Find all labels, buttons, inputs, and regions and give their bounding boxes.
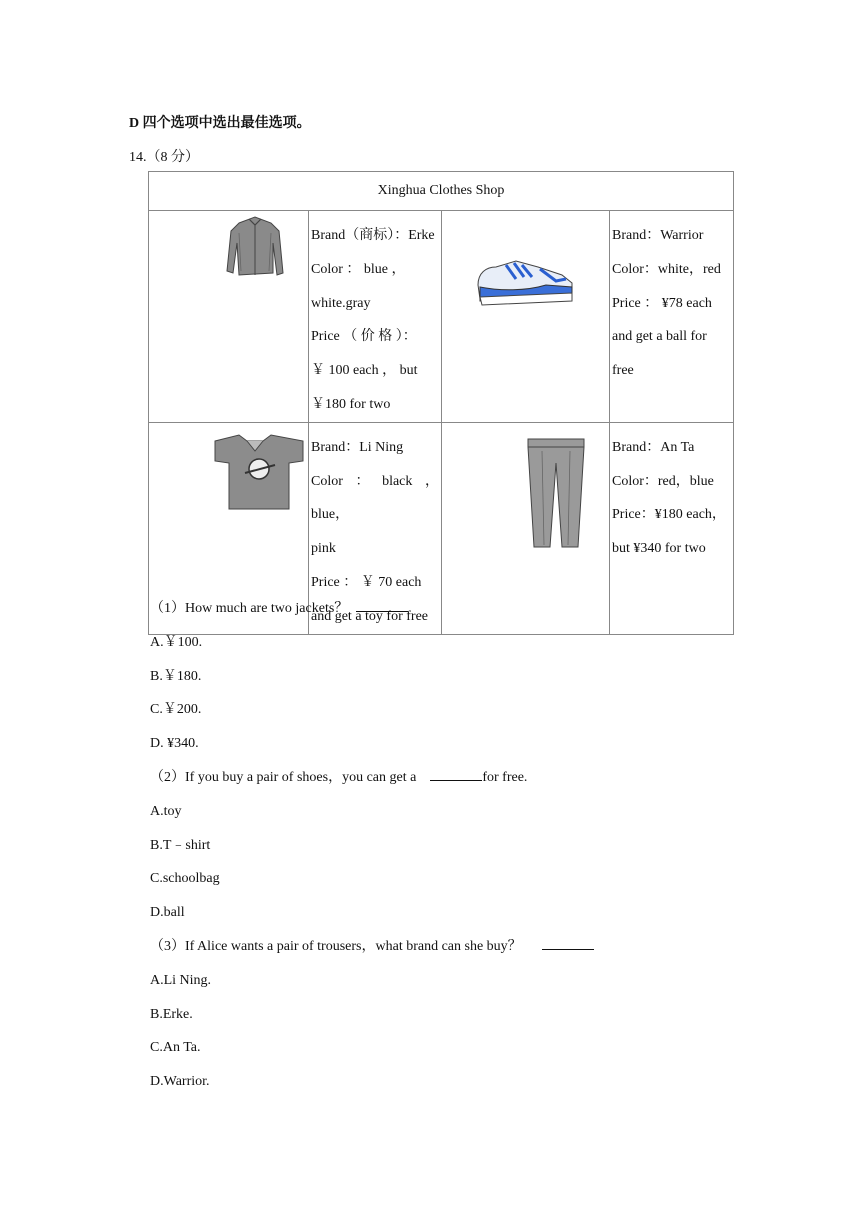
trousers-line: Brand：An Ta: [612, 439, 695, 455]
trousers-line: Color：red，blue: [612, 473, 714, 489]
shoes-info-cell: [610, 211, 734, 423]
tshirt-line: Brand：Li Ning: [311, 439, 404, 455]
option-d[interactable]: D.ball: [150, 905, 185, 921]
jacket-line: white.gray: [311, 295, 371, 311]
question-number: 14.（8 分）: [129, 150, 199, 165]
shoes-line: and get a ball for: [612, 329, 707, 345]
jacket-line: Price （ 价 格 ）：: [311, 329, 417, 345]
option-b[interactable]: B.Erke.: [150, 1006, 193, 1022]
tshirt-line: and get a toy for free: [311, 608, 428, 624]
jacket-line: ￥180 for two: [311, 396, 391, 412]
answer-blank[interactable]: [430, 766, 482, 781]
shoes-line: Price ： ¥78 each: [612, 295, 712, 311]
tshirt-line: Color：black，blue，: [311, 473, 439, 523]
trousers-line: but ¥340 for two: [612, 541, 706, 557]
trousers-line: Price：¥180 each，: [612, 507, 726, 523]
option-c[interactable]: C.schoolbag: [150, 871, 220, 887]
option-d[interactable]: D.Warrior.: [150, 1074, 210, 1090]
tshirt-line: Price ： ￥ 70 each: [311, 574, 422, 590]
shoes-icon: [442, 211, 610, 418]
table-title: Xinghua Clothes Shop: [149, 172, 734, 211]
option-c[interactable]: C.An Ta.: [150, 1040, 201, 1056]
question-stem: （2）If you buy a pair of shoes，you can get a for free.: [150, 764, 750, 798]
shoes-line: Color：white，red: [612, 261, 721, 277]
answer-blank[interactable]: [542, 935, 594, 950]
shop-table: [148, 171, 734, 635]
jacket-line: Brand（商标）：Erke: [311, 228, 435, 243]
option-a[interactable]: A.toy: [150, 803, 182, 819]
option-b[interactable]: B.T﹣shirt: [150, 837, 211, 853]
answer-blank[interactable]: [356, 597, 408, 612]
jacket-info-cell: [309, 211, 442, 423]
section-instruction: D 四个选项中选出最佳选项。: [129, 116, 311, 131]
option-a[interactable]: A.Li Ning.: [150, 972, 212, 988]
option-c[interactable]: C.￥200.: [150, 702, 202, 718]
shoes-line: Brand：Warrior: [612, 228, 704, 243]
option-b[interactable]: B.￥180.: [150, 668, 202, 684]
tshirt-line: pink: [311, 541, 336, 557]
option-d[interactable]: D. ¥340.: [150, 736, 199, 752]
jacket-line: ￥ 100 each ， but: [311, 363, 418, 379]
question-stem: （1）How much are two jackets？: [150, 595, 750, 629]
shoes-image-cell: [442, 211, 610, 423]
jacket-image-cell: [149, 211, 309, 423]
question-list: [150, 595, 750, 1102]
trousers-icon: [442, 423, 610, 597]
question-stem: （3）If Alice wants a pair of trousers，what brand can she buy？: [150, 933, 750, 967]
option-a[interactable]: A.￥100.: [150, 634, 203, 650]
jacket-line: Color ： blue ，: [311, 261, 406, 277]
tshirt-icon: [149, 423, 309, 597]
shoes-line: free: [612, 363, 634, 379]
jacket-icon: [149, 211, 309, 418]
